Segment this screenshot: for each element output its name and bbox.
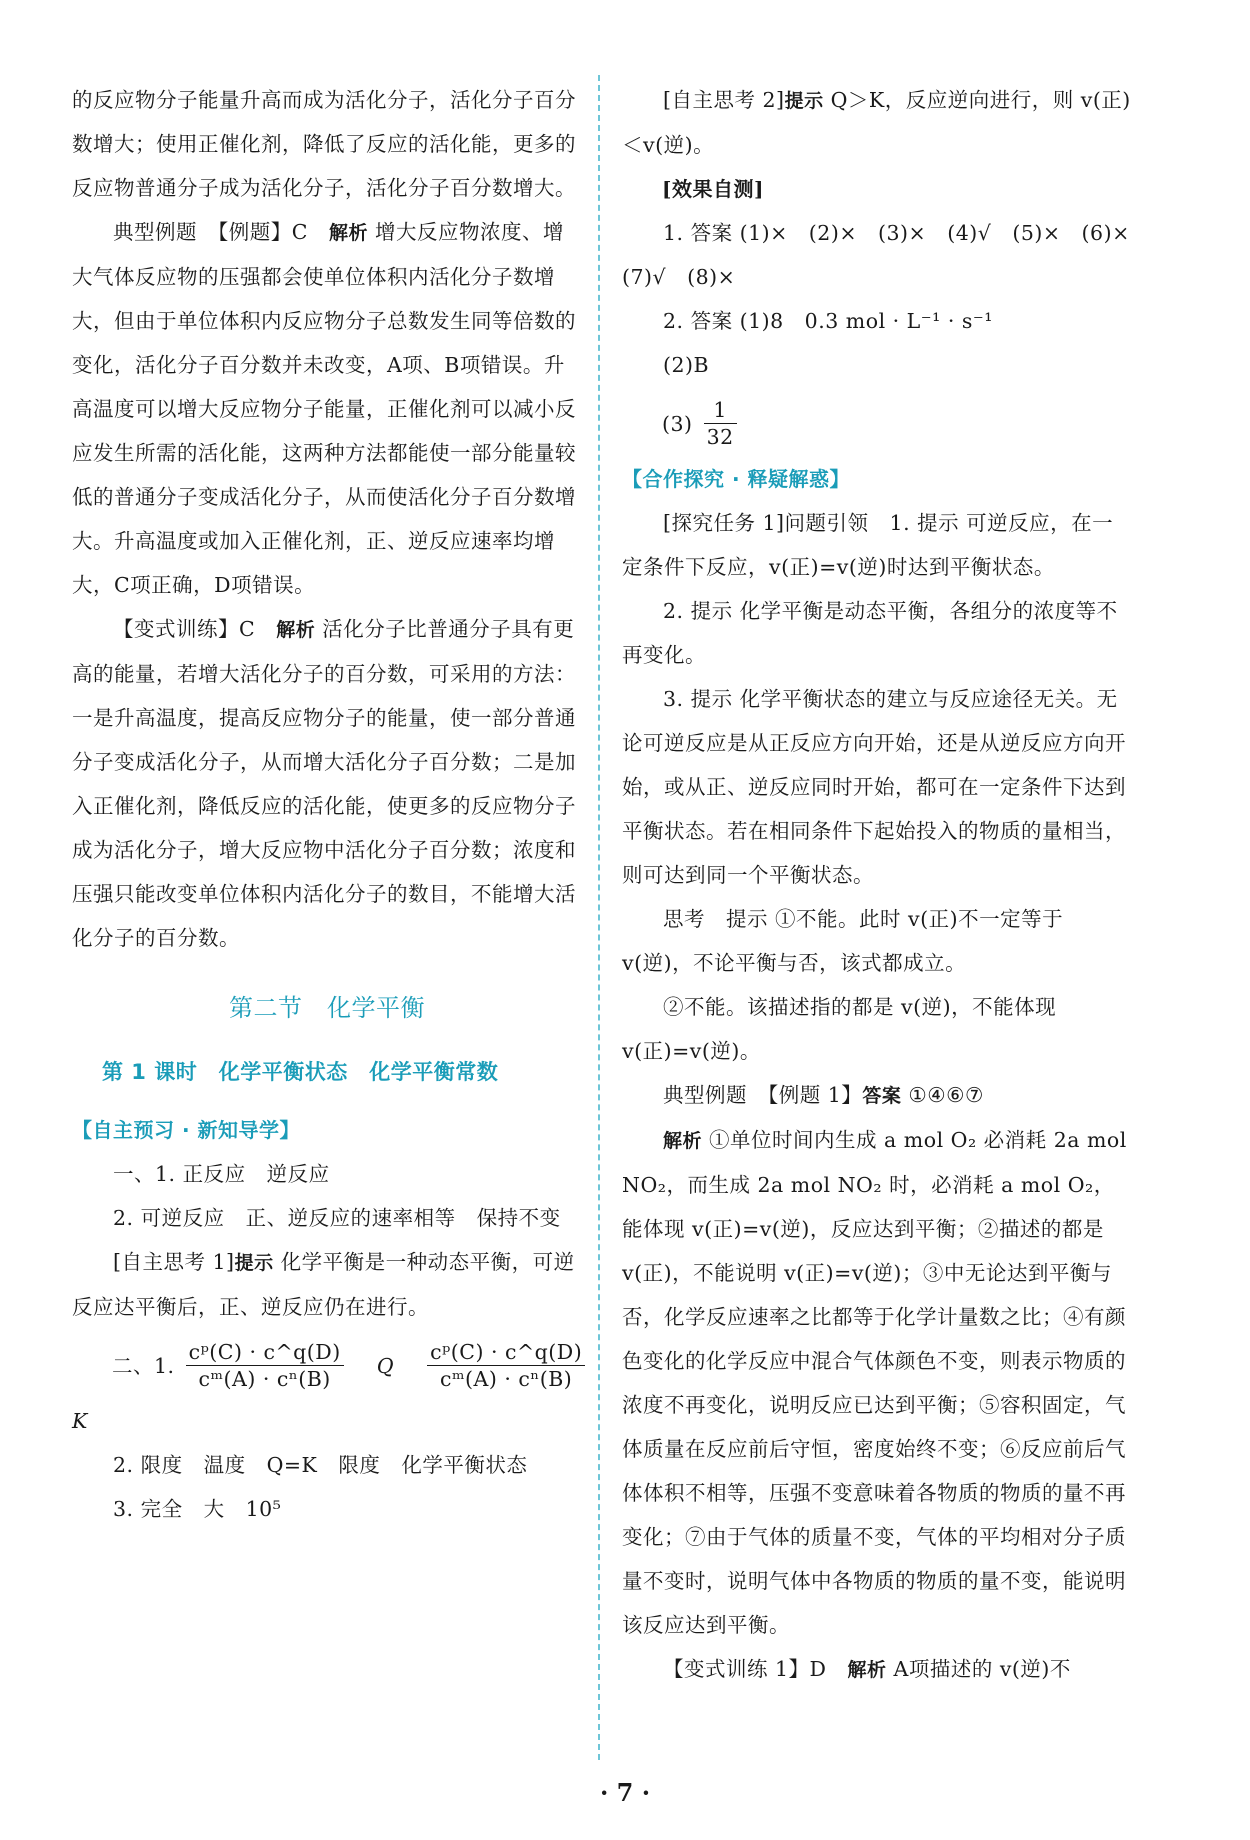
answer-prefix: (3) <box>662 411 693 436</box>
example-label: 典型例题 【例题】C <box>113 220 329 244</box>
analysis-key: 解析 <box>847 1659 887 1681</box>
analysis-paragraph <box>622 1118 1132 1647</box>
answer-item: 一、1. 正反应 逆反应 <box>113 1162 330 1186</box>
think-paragraph <box>72 1240 582 1329</box>
example-label: 典型例题 【例题 1】 <box>663 1083 863 1107</box>
task-paragraph: 2. 提示 化学平衡是动态平衡，各组分的浓度等不再变化。 <box>622 599 1118 667</box>
answer-fraction <box>704 397 737 450</box>
left-column <box>72 78 582 1531</box>
heading-cooperation: 【合作探究 · 释疑解惑】 <box>622 467 851 491</box>
analysis-key: 解析 <box>276 619 316 641</box>
variant-paragraph <box>72 607 582 960</box>
right-column <box>622 78 1151 1692</box>
variant-text: 活化分子比普通分子具有更高的能量，若增大活化分子的百分数，可采用的方法：一是升高温度，提高反应物分子的能量，使一部分普通分子变成活化分子，从而增大活化分子百分数；二是加入正催化剂，降低反应的活化能，使更多的反应物分子成为活化分子，增大反应物中活化分子百分数；浓度和压强只能改变单位体积内活化分子的数目，不能增大活化分子的百分数。 <box>72 617 576 950</box>
example-paragraph <box>72 210 582 607</box>
example-text: 增大反应物浓度、增大气体反应物的压强都会使单位体积内活化分子数增大，但由于单位体积内反应物分子总数发生同等倍数的变化，活化分子百分数并未改变，A项、B项错误。升高温度可以增大反应物分子能量，正催化剂可以减小反应发生所需的活化能，这两种方法都能使一部分能量较低的普通分子变成活化分子，从而使活化分子百分数增大。升高温度或加入正催化剂，正、逆反应速率均增大，C项正确，D项错误。 <box>72 220 576 597</box>
answer-item: 2. 答案 (1)8 0.3 mol · L⁻¹ · s⁻¹ <box>663 309 993 333</box>
think-paragraph: 思考 提示 ①不能。此时 v(正)不一定等于 v(逆)，不论平衡与否，该式都成立。 <box>622 907 1064 975</box>
q-symbol: Q <box>376 1353 395 1378</box>
fraction-numerator: cᵖ(C) · c^q(D) <box>186 1339 344 1366</box>
heading-effect: [效果自测] <box>662 177 764 201</box>
analysis-key: 解析 <box>663 1130 703 1152</box>
answer-item: 3. 完全 大 10⁵ <box>113 1497 282 1521</box>
k-symbol: K <box>72 1409 88 1433</box>
formula-prefix: 二、1. <box>112 1353 175 1378</box>
think-label: [自主思考 2] <box>663 88 785 112</box>
fraction-numerator: 1 <box>704 397 737 424</box>
answer-item: 2. 限度 温度 Q=K 限度 化学平衡状态 <box>113 1453 528 1477</box>
page-number: · 7 · <box>599 1778 651 1807</box>
lesson-title: 第 1 课时 化学平衡状态 化学平衡常数 <box>102 1060 499 1084</box>
fraction-numerator: cᵖ(C) · c^q(D) <box>427 1339 585 1366</box>
variant-text: A项描述的 v(逆)不 <box>886 1657 1071 1681</box>
analysis-text: ①单位时间内生成 a mol O₂ 必消耗 2a mol NO₂，而生成 2a mol NO₂ 时，必消耗 a mol O₂，能体现 v(正)=v(逆)，反应达到平衡；②描述的都是 v(正)，不能说明 v(正)=v(逆)；③中无论达到平衡与否，化学反应速率之比都等于化学计量数之比；④有颜色变化的化学反应中混合气体颜色不变，则表示物质的浓度不再变化，说明反应已达到平衡；⑤容积固定，气体质量在反应前后守恒，密度始终不变；⑥反应前后气体体积不相等，压强不变意味着各物质的物质的量不再变化；⑦由于气体的质量不变，气体的平均相对分子质量不变时，说明气体中各物质的物质的量不变，能说明该反应达到平衡。 <box>622 1128 1127 1637</box>
fraction-denominator: cᵐ(A) · cⁿ(B) <box>198 1367 331 1391</box>
example-answer: ①④⑥⑦ <box>901 1083 984 1107</box>
think-text: 化学平衡是一种动态平衡，可逆反应达平衡后，正、逆反应仍在进行。 <box>72 1250 575 1319</box>
answer-key: 答案 <box>862 1085 902 1107</box>
variant-label: 【变式训练】C <box>113 617 277 641</box>
answer-item: (2)B <box>663 353 710 377</box>
think-paragraph: ②不能。该描述指的都是 v(逆)，不能体现 v(正)=v(逆)。 <box>622 995 1057 1063</box>
think-paragraph <box>622 78 1132 167</box>
task-paragraph: 3. 提示 化学平衡状态的建立与反应途径无关。无论可逆反应是从正反应方向开始，还是从逆反应方向开始，或从正、逆反应同时开始，都可在一定条件下达到平衡状态。若在相同条件下起始投入的物质的量相当，则可达到同一个平衡状态。 <box>622 687 1126 887</box>
fraction-denominator: 32 <box>706 425 734 449</box>
think-text: Q＞K，反应逆向进行，则 v(正)＜v(逆)。 <box>622 88 1131 157</box>
hint-key: 提示 <box>784 90 824 112</box>
section-title: 第二节 化学平衡 <box>229 994 425 1022</box>
task-paragraph: [探究任务 1]问题引领 1. 提示 可逆反应，在一定条件下反应，v(正)=v(逆)时达到平衡状态。 <box>622 511 1114 579</box>
formula-row <box>72 1329 582 1399</box>
analysis-key: 解析 <box>328 222 368 244</box>
equilibrium-fraction <box>427 1339 585 1392</box>
answer-item: 2. 可逆反应 正、逆反应的速率相等 保持不变 <box>113 1206 561 1230</box>
variant-paragraph <box>622 1647 1132 1692</box>
answer-item: 1. 答案 (1)× (2)× (3)× (4)√ (5)× (6)× (7)√ (8)× <box>622 221 1151 289</box>
think-label: [自主思考 1] <box>113 1250 235 1274</box>
example-paragraph <box>622 1073 1132 1118</box>
heading-self-study: 【自主预习 · 新知导学】 <box>72 1118 301 1142</box>
variant-label: 【变式训练 1】D <box>663 1657 848 1681</box>
answer-fraction-row <box>622 387 1132 457</box>
paragraph: 的反应物分子能量升高而成为活化分子，活化分子百分数增大；使用正催化剂，降低了反应的活化能，更多的反应物普通分子成为活化分子，活化分子百分数增大。 <box>72 88 576 200</box>
equilibrium-fraction <box>186 1339 344 1392</box>
hint-key: 提示 <box>234 1252 274 1274</box>
column-divider <box>598 75 600 1760</box>
fraction-denominator: cᵐ(A) · cⁿ(B) <box>439 1367 573 1391</box>
